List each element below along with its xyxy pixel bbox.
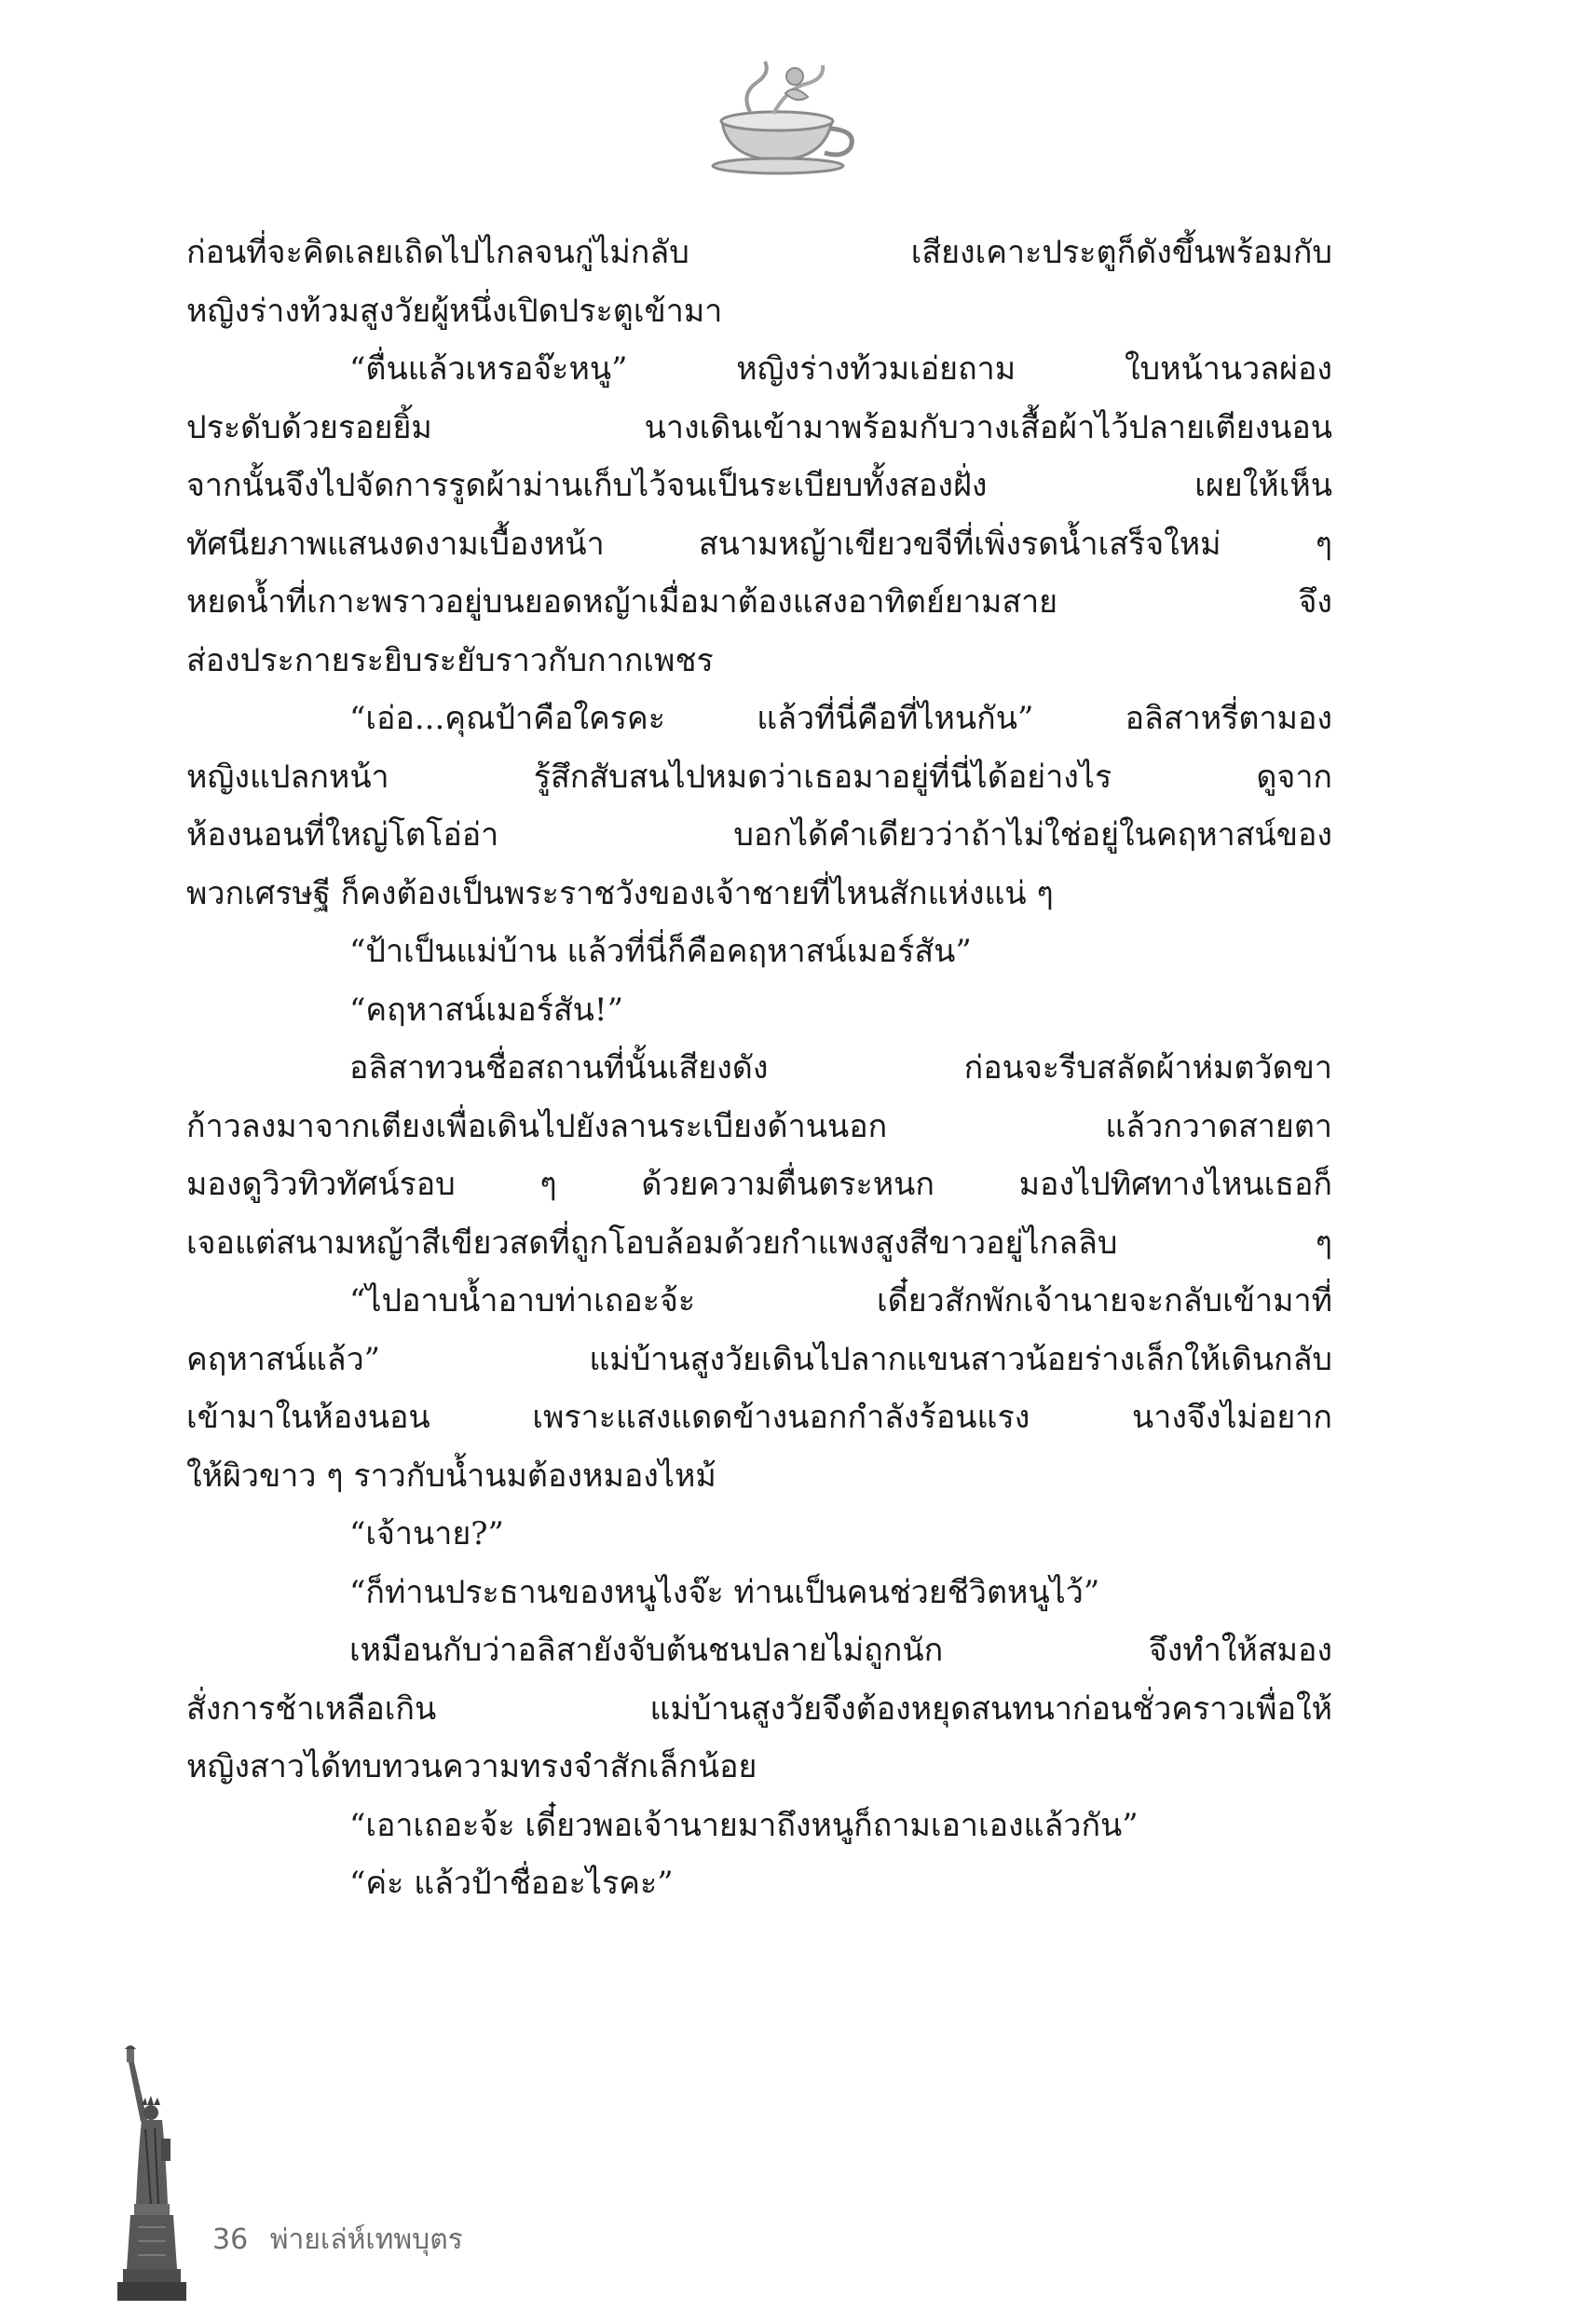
text-line: “ค่ะ แล้วป้าชื่ออะไรคะ”: [349, 1865, 674, 1902]
text-line: คฤหาสน์แล้ว” แม่บ้านสูงวัยเดินไปลากแขนสาวน้อยร่างเล็กให้เดินกลับ: [186, 1340, 1332, 1378]
statue-of-liberty-icon: [110, 2045, 194, 2302]
text-line: พวกเศรษฐี ก็คงต้องเป็นพระราชวังของเจ้าชายที่ไหนสักแห่งแน่ ๆ: [186, 874, 1054, 912]
text-line: เหมือนกับว่าอลิสายังจับต้นชนปลายไม่ถูกนัก จึงทำให้สมอง: [349, 1632, 1332, 1669]
page-footer: [212, 2218, 476, 2262]
text-line: “คฤหาสน์เมอร์สัน!”: [349, 991, 623, 1029]
story-text: [186, 224, 1332, 1913]
text-line: “ตื่นแล้วเหรอจ๊ะหนู” หญิงร่างท้วมเอ่ยถาม ใบหน้านวลผ่อง: [349, 350, 1332, 388]
text-line: “เอาเถอะจ้ะ เดี๋ยวพอเจ้านายมาถึงหนูก็ถามเอาเองแล้วกัน”: [349, 1806, 1139, 1844]
text-line: หญิงแปลกหน้า รู้สึกสับสนไปหมดว่าเธอมาอยู่ที่นี่ได้อย่างไร ดูจาก: [186, 758, 1332, 796]
book-title: พ่ายเล่ห์เทพบุตร: [269, 2223, 463, 2256]
text-line: เจอแต่สนามหญ้าสีเขียวสดที่ถูกโอบล้อมด้วยกำแพงสูงสีขาวอยู่ไกลลิบ ๆ: [186, 1224, 1332, 1262]
text-line: จากนั้นจึงไปจัดการรูดผ้าม่านเก็บไว้จนเป็นระเบียบทั้งสองฝั่ง เผยให้เห็น: [186, 467, 1332, 504]
text-line: “เอ่อ...คุณป้าคือใครคะ แล้วที่นี่คือที่ไหนกัน” อลิสาหรี่ตามอง: [349, 700, 1332, 737]
text-line: เข้ามาในห้องนอน เพราะแสงแดดข้างนอกกำลังร้อนแรง นางจึงไม่อยาก: [186, 1399, 1332, 1436]
text-line: ทัศนียภาพแสนงดงามเบื้องหน้า สนามหญ้าเขียวขจีที่เพิ่งรดน้ำเสร็จใหม่ ๆ: [186, 525, 1332, 563]
text-line: ประดับด้วยรอยยิ้ม นางเดินเข้ามาพร้อมกับวางเสื้อผ้าไว้ปลายเตียงนอน: [186, 408, 1332, 446]
text-line: “ไปอาบน้ำอาบท่าเถอะจ้ะ เดี๋ยวสักพักเจ้านายจะกลับเข้ามาที่: [349, 1282, 1332, 1320]
text-line: สั่งการช้าเหลือเกิน แม่บ้านสูงวัยจึงต้องหยุดสนทนาก่อนชั่วคราวเพื่อให้: [186, 1689, 1332, 1728]
text-line: ห้องนอนที่ใหญ่โตโอ่อ่า บอกได้คำเดียวว่าถ้าไม่ใช่อยู่ในคฤหาสน์ของ: [186, 816, 1332, 854]
text-line: หยดน้ำที่เกาะพราวอยู่บนยอดหญ้าเมื่อมาต้องแสงอาทิตย์ยามสาย จึง: [186, 583, 1332, 621]
text-line: ก่อนที่จะคิดเลยเถิดไปไกลจนกู่ไม่กลับ เสียงเคาะประตูก็ดังขึ้นพร้อมกับ: [186, 234, 1332, 271]
teapot-cup-ornament-icon: [685, 56, 871, 177]
text-line: “เจ้านาย?”: [349, 1515, 504, 1552]
text-line: หญิงสาวได้ทบทวนความทรงจำสักเล็กน้อย: [186, 1748, 757, 1785]
text-line: “ป้าเป็นแม่บ้าน แล้วที่นี่ก็คือคฤหาสน์เมอร์สัน”: [349, 933, 972, 970]
text-line: มองดูวิวทิวทัศน์รอบ ๆ ด้วยความตื่นตระหนก มองไปทิศทางไหนเธอก็: [186, 1166, 1332, 1203]
text-line: อลิสาทวนชื่อสถานที่นั้นเสียงดัง ก่อนจะรีบสลัดผ้าห่มตวัดขา: [349, 1049, 1332, 1087]
page-number: 36: [212, 2223, 249, 2256]
text-line: ส่องประกายระยิบระยับราวกับกากเพชร: [186, 641, 714, 679]
text-line: ให้ผิวขาว ๆ ราวกับน้ำนมต้องหมองไหม้: [186, 1456, 716, 1495]
text-line: ก้าวลงมาจากเตียงเพื่อเดินไปยังลานระเบียงด้านนอก แล้วกวาดสายตา: [186, 1107, 1332, 1145]
text-line: หญิงร่างท้วมสูงวัยผู้หนึ่งเปิดประตูเข้ามา: [186, 292, 723, 330]
text-line: “ก็ท่านประธานของหนูไงจ๊ะ ท่านเป็นคนช่วยชีวิตหนูไว้”: [349, 1573, 1100, 1611]
